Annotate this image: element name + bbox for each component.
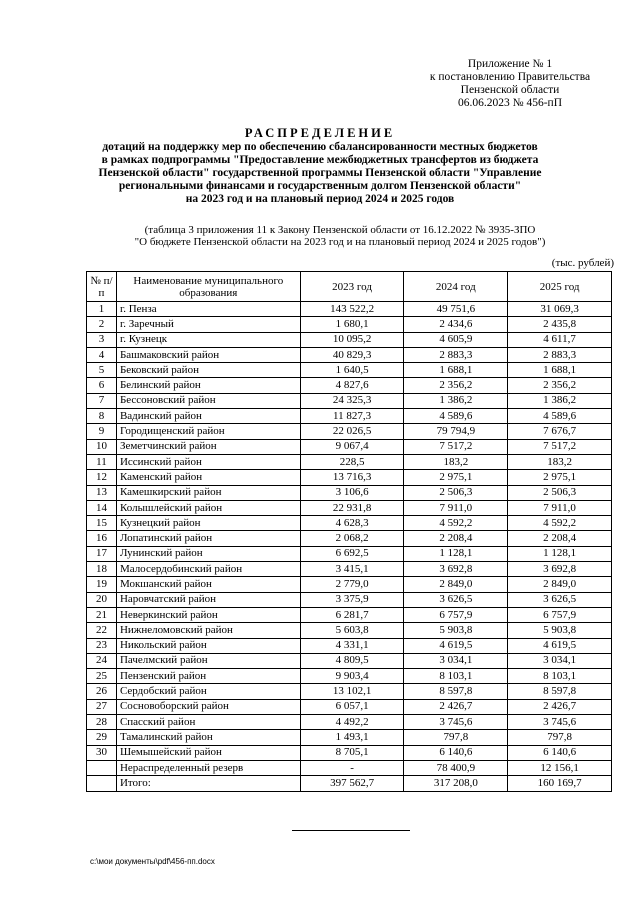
row-2024: 7 517,2 xyxy=(404,439,508,454)
row-2025: 5 903,8 xyxy=(508,623,612,638)
table-row xyxy=(87,546,612,561)
row-2023: 9 067,4 xyxy=(300,439,404,454)
table-row xyxy=(87,562,612,577)
row-2025: 2 208,4 xyxy=(508,531,612,546)
row-2024: 2 208,4 xyxy=(404,531,508,546)
row-name: Нижнеломовский район xyxy=(116,623,300,638)
row-name: Лунинский район xyxy=(116,546,300,561)
row-2023: 228,5 xyxy=(300,454,404,469)
row-2025: 4 611,7 xyxy=(508,332,612,347)
row-2025: 4 589,6 xyxy=(508,409,612,424)
row-number: 6 xyxy=(87,378,117,393)
row-name: Вадинский район xyxy=(116,409,300,424)
row-2024: 8 597,8 xyxy=(404,684,508,699)
table-row xyxy=(87,577,612,592)
subtitle-line: Пензенской области" государственной программы Пензенской области "Управление xyxy=(98,167,542,179)
row-name: Колышлейский район xyxy=(116,500,300,515)
row-2023: 4 827,6 xyxy=(300,378,404,393)
row-name: Пензенский район xyxy=(116,669,300,684)
note-line: "О бюджете Пензенской области на 2023 год и на плановый период 2024 и 2025 годов") xyxy=(134,236,546,248)
table-row xyxy=(87,500,612,515)
row-2025: 12 156,1 xyxy=(508,760,612,775)
table-row xyxy=(87,684,612,699)
annex-block xyxy=(400,58,620,110)
annex-line: 06.06.2023 № 456-пП xyxy=(457,97,562,109)
row-2024: 79 794,9 xyxy=(404,424,508,439)
row-name: Спасский район xyxy=(116,715,300,730)
row-2023: 6 281,7 xyxy=(300,607,404,622)
row-2025: 4 619,5 xyxy=(508,638,612,653)
row-2024: 8 103,1 xyxy=(404,669,508,684)
row-name: Мокшанский район xyxy=(116,577,300,592)
table-header-row xyxy=(87,272,612,302)
annex-line: к постановлению Правительства xyxy=(429,71,591,83)
row-2024: 4 592,2 xyxy=(404,516,508,531)
row-2024: 2 849,0 xyxy=(404,577,508,592)
row-2025: 2 975,1 xyxy=(508,470,612,485)
row-2025: 6 757,9 xyxy=(508,607,612,622)
table-row xyxy=(87,516,612,531)
law-reference-note xyxy=(80,224,600,248)
row-number: 17 xyxy=(87,546,117,561)
document-title: РАСПРЕДЕЛЕНИЕ xyxy=(244,126,396,140)
row-2025: 3 692,8 xyxy=(508,562,612,577)
table-row xyxy=(87,363,612,378)
header-num: № п/п xyxy=(87,272,117,302)
row-2025: 2 506,3 xyxy=(508,485,612,500)
row-2025: 31 069,3 xyxy=(508,302,612,317)
row-2025: 2 849,0 xyxy=(508,577,612,592)
row-number: 8 xyxy=(87,409,117,424)
row-2025: 1 688,1 xyxy=(508,363,612,378)
table-row xyxy=(87,317,612,332)
row-2024: 2 506,3 xyxy=(404,485,508,500)
row-2023: - xyxy=(300,760,404,775)
row-2024: 3 745,6 xyxy=(404,715,508,730)
row-2023: 3 415,1 xyxy=(300,562,404,577)
row-2025: 1 386,2 xyxy=(508,393,612,408)
table-row xyxy=(87,424,612,439)
row-name: Кузнецкий район xyxy=(116,516,300,531)
row-2024: 1 688,1 xyxy=(404,363,508,378)
row-name: Наровчатский район xyxy=(116,592,300,607)
row-name: Шемышейский район xyxy=(116,745,300,760)
table-row xyxy=(87,393,612,408)
table-row xyxy=(87,347,612,362)
row-2024: 49 751,6 xyxy=(404,302,508,317)
row-name: Иссинский район xyxy=(116,454,300,469)
row-number xyxy=(87,776,117,791)
row-2024: 797,8 xyxy=(404,730,508,745)
row-number: 5 xyxy=(87,363,117,378)
row-2023: 4 628,3 xyxy=(300,516,404,531)
row-number: 26 xyxy=(87,684,117,699)
table-row xyxy=(87,439,612,454)
table-row xyxy=(87,302,612,317)
row-2024: 3 034,1 xyxy=(404,653,508,668)
header-2023: 2023 год xyxy=(300,272,404,302)
file-path-footer: c:\мои документы\pdf\456-пп.docx xyxy=(90,857,215,866)
row-name: Каменский район xyxy=(116,470,300,485)
row-number: 30 xyxy=(87,745,117,760)
table-row xyxy=(87,531,612,546)
row-2025: 160 169,7 xyxy=(508,776,612,791)
row-2025: 8 103,1 xyxy=(508,669,612,684)
row-2024: 5 903,8 xyxy=(404,623,508,638)
row-name: Земетчинский район xyxy=(116,439,300,454)
row-2023: 8 705,1 xyxy=(300,745,404,760)
table-row xyxy=(87,699,612,714)
row-name: Лопатинский район xyxy=(116,531,300,546)
row-number: 21 xyxy=(87,607,117,622)
row-number: 18 xyxy=(87,562,117,577)
row-2024: 1 386,2 xyxy=(404,393,508,408)
row-2025: 3 626,5 xyxy=(508,592,612,607)
row-2023: 4 809,5 xyxy=(300,653,404,668)
row-2024: 6 140,6 xyxy=(404,745,508,760)
row-2024: 2 434,6 xyxy=(404,317,508,332)
table-row xyxy=(87,760,612,775)
row-2024: 2 426,7 xyxy=(404,699,508,714)
unit-label: (тыс. рублей) xyxy=(551,257,614,269)
row-2024: 2 356,2 xyxy=(404,378,508,393)
row-2023: 40 829,3 xyxy=(300,347,404,362)
row-2023: 6 057,1 xyxy=(300,699,404,714)
row-2023: 22 026,5 xyxy=(300,424,404,439)
table-row xyxy=(87,623,612,638)
subtitle-line: региональными финансами и государственным долгом Пензенской области" xyxy=(118,180,522,192)
row-name: Городищенский район xyxy=(116,424,300,439)
row-number: 28 xyxy=(87,715,117,730)
row-2023: 13 716,3 xyxy=(300,470,404,485)
row-2025: 6 140,6 xyxy=(508,745,612,760)
row-number: 24 xyxy=(87,653,117,668)
row-2024: 6 757,9 xyxy=(404,607,508,622)
table-row xyxy=(87,638,612,653)
row-2023: 397 562,7 xyxy=(300,776,404,791)
row-number: 27 xyxy=(87,699,117,714)
subtitle-line: дотаций на поддержку мер по обеспечению сбалансированности местных бюджетов xyxy=(102,141,538,153)
separator-line xyxy=(292,830,410,831)
header-name: Наименование муниципального образования xyxy=(116,272,300,302)
table-row xyxy=(87,730,612,745)
row-2024: 183,2 xyxy=(404,454,508,469)
row-number: 19 xyxy=(87,577,117,592)
row-2023: 1 493,1 xyxy=(300,730,404,745)
row-2023: 3 106,6 xyxy=(300,485,404,500)
row-2025: 3 745,6 xyxy=(508,715,612,730)
row-number: 4 xyxy=(87,347,117,362)
row-name: Неверкинский район xyxy=(116,607,300,622)
row-2025: 2 435,8 xyxy=(508,317,612,332)
row-2024: 4 589,6 xyxy=(404,409,508,424)
row-2025: 7 911,0 xyxy=(508,500,612,515)
row-2023: 4 492,2 xyxy=(300,715,404,730)
row-number xyxy=(87,760,117,775)
row-2024: 1 128,1 xyxy=(404,546,508,561)
row-number: 14 xyxy=(87,500,117,515)
row-name: Бековский район xyxy=(116,363,300,378)
row-2025: 3 034,1 xyxy=(508,653,612,668)
row-name: Сердобский район xyxy=(116,684,300,699)
row-name: Бессоновский район xyxy=(116,393,300,408)
row-name: Камешкирский район xyxy=(116,485,300,500)
row-name: г. Заречный xyxy=(116,317,300,332)
row-name: Малосердобинский район xyxy=(116,562,300,577)
row-2024: 78 400,9 xyxy=(404,760,508,775)
row-2023: 13 102,1 xyxy=(300,684,404,699)
row-2023: 22 931,8 xyxy=(300,500,404,515)
document-subtitle xyxy=(60,141,580,206)
row-name: Итого: xyxy=(116,776,300,791)
row-2023: 11 827,3 xyxy=(300,409,404,424)
subtitle-line: на 2023 год и на плановый период 2024 и 2025 годов xyxy=(185,193,455,205)
row-2023: 6 692,5 xyxy=(300,546,404,561)
row-number: 9 xyxy=(87,424,117,439)
row-number: 1 xyxy=(87,302,117,317)
row-2025: 2 356,2 xyxy=(508,378,612,393)
table-row xyxy=(87,454,612,469)
row-number: 20 xyxy=(87,592,117,607)
annex-line: Пензенской области xyxy=(460,84,560,96)
row-number: 25 xyxy=(87,669,117,684)
table-row xyxy=(87,470,612,485)
row-2025: 797,8 xyxy=(508,730,612,745)
row-2023: 5 603,8 xyxy=(300,623,404,638)
row-2024: 4 619,5 xyxy=(404,638,508,653)
row-number: 23 xyxy=(87,638,117,653)
table-row xyxy=(87,592,612,607)
row-2023: 1 640,5 xyxy=(300,363,404,378)
table-row xyxy=(87,745,612,760)
note-line: (таблица 3 приложения 11 к Закону Пензенской области от 16.12.2022 № 3935-ЗПО xyxy=(144,224,536,236)
annex-line: Приложение № 1 xyxy=(467,58,553,70)
row-2023: 1 680,1 xyxy=(300,317,404,332)
row-2025: 7 517,2 xyxy=(508,439,612,454)
row-name: Пачелмский район xyxy=(116,653,300,668)
row-number: 15 xyxy=(87,516,117,531)
row-name: Сосновоборский район xyxy=(116,699,300,714)
distribution-table xyxy=(86,271,612,792)
row-2025: 4 592,2 xyxy=(508,516,612,531)
row-number: 11 xyxy=(87,454,117,469)
row-number: 10 xyxy=(87,439,117,454)
row-2024: 317 208,0 xyxy=(404,776,508,791)
table-row xyxy=(87,378,612,393)
row-2025: 8 597,8 xyxy=(508,684,612,699)
row-2023: 3 375,9 xyxy=(300,592,404,607)
row-2025: 1 128,1 xyxy=(508,546,612,561)
row-name: г. Кузнецк xyxy=(116,332,300,347)
row-2024: 3 626,5 xyxy=(404,592,508,607)
row-number: 7 xyxy=(87,393,117,408)
row-2024: 7 911,0 xyxy=(404,500,508,515)
row-2025: 2 883,3 xyxy=(508,347,612,362)
subtitle-line: в рамках подпрограммы "Предоставление межбюджетных трансфертов из бюджета xyxy=(101,154,539,166)
row-2023: 24 325,3 xyxy=(300,393,404,408)
table-row xyxy=(87,332,612,347)
row-2025: 183,2 xyxy=(508,454,612,469)
row-name: Никольский район xyxy=(116,638,300,653)
table-row xyxy=(87,715,612,730)
row-2023: 2 779,0 xyxy=(300,577,404,592)
row-name: г. Пенза xyxy=(116,302,300,317)
row-name: Нераспределенный резерв xyxy=(116,760,300,775)
header-2025: 2025 год xyxy=(508,272,612,302)
row-number: 16 xyxy=(87,531,117,546)
row-2025: 7 676,7 xyxy=(508,424,612,439)
table-row xyxy=(87,409,612,424)
row-2023: 2 068,2 xyxy=(300,531,404,546)
row-2025: 2 426,7 xyxy=(508,699,612,714)
row-2024: 2 975,1 xyxy=(404,470,508,485)
row-2023: 4 331,1 xyxy=(300,638,404,653)
row-2024: 4 605,9 xyxy=(404,332,508,347)
row-number: 22 xyxy=(87,623,117,638)
table-row xyxy=(87,607,612,622)
row-2024: 2 883,3 xyxy=(404,347,508,362)
table-row xyxy=(87,776,612,791)
row-number: 3 xyxy=(87,332,117,347)
row-number: 12 xyxy=(87,470,117,485)
row-number: 2 xyxy=(87,317,117,332)
row-name: Башмаковский район xyxy=(116,347,300,362)
row-number: 29 xyxy=(87,730,117,745)
table-row xyxy=(87,669,612,684)
row-name: Тамалинский район xyxy=(116,730,300,745)
header-2024: 2024 год xyxy=(404,272,508,302)
row-2023: 143 522,2 xyxy=(300,302,404,317)
row-2023: 9 903,4 xyxy=(300,669,404,684)
row-2023: 10 095,2 xyxy=(300,332,404,347)
row-number: 13 xyxy=(87,485,117,500)
table-row xyxy=(87,485,612,500)
row-name: Белинский район xyxy=(116,378,300,393)
row-2024: 3 692,8 xyxy=(404,562,508,577)
table-row xyxy=(87,653,612,668)
